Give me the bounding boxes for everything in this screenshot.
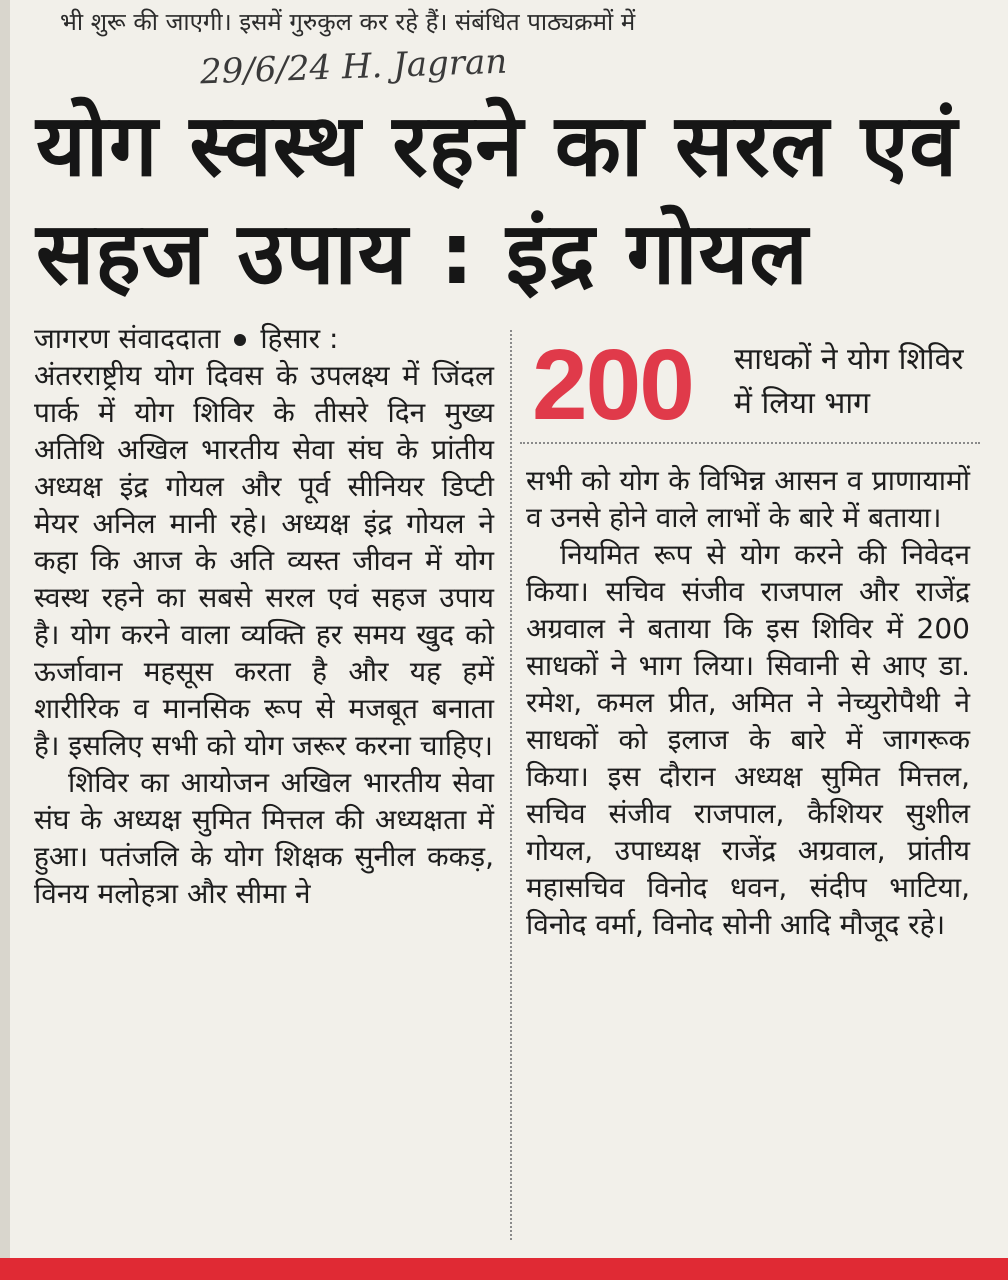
- dateline-place: हिसार :: [260, 322, 339, 355]
- left-column: [34, 320, 494, 912]
- highlight-number: 200: [532, 329, 693, 441]
- right-paragraph-1: सभी को योग के विभिन्न आसन व प्राणायामों व उनसे होने वाले लाभों के बारे में बताया।: [526, 464, 970, 534]
- byline: जागरण संवाददाता: [34, 322, 221, 355]
- bullet-icon: [234, 334, 246, 346]
- left-paragraph-2: शिविर का आयोजन अखिल भारतीय सेवा संघ के अध्यक्ष सुमित मित्तल की अध्यक्षता में हुआ। पतंजलि के योग शिक्षक सुनील ककड़, विनय मलोहत्रा और सीमा ने: [34, 766, 494, 910]
- right-paragraph-2: नियमित रूप से योग करने की निवेदन किया। सचिव संजीव राजपाल और राजेंद्र अग्रवाल ने बताया कि इस शिविर में 200 साधकों ने भाग लिया। सिवानी से आए डा. रमेश, कमल प्रीत, अमित ने नेच्युरोपैथी ने साधकों को इलाज के बारे में जागरूक किया। इस दौरान अध्यक्ष सुमित मित्तल, सचिव संजीव राजपाल, कैशियर सुशील गोयल, उपाध्यक्ष राजेंद्र अग्रवाल, प्रांतीय महासचिव विनोद धवन, संदीप भाटिया, विनोद वर्मा, विनोद सोनी आदि मौजूद रहे।: [526, 538, 970, 941]
- article-headline: योग स्वस्थ रहने का सरल एवं सहज उपाय : इंद्र गोयल: [36, 96, 959, 304]
- column-divider: [510, 330, 513, 1240]
- right-column: [526, 462, 970, 943]
- previous-article-fragment: भी शुरू की जाएगी। इसमें गुरुकुल कर रहे हैं। संबंधित पाठ्यक्रमों में: [60, 8, 636, 36]
- dateline: [34, 320, 494, 357]
- callout-divider: [520, 442, 980, 444]
- bottom-red-bar: [0, 1258, 1008, 1280]
- left-paragraph-1: अंतरराष्ट्रीय योग दिवस के उपलक्ष्य में जिंदल पार्क में योग शिविर के तीसरे दिन मुख्य अतिथि अखिल भारतीय सेवा संघ के प्रांतीय अध्यक्ष इंद्र गोयल और पूर्व सीनियर डिप्टी मेयर अनिल मानी रहे। अध्यक्ष इंद्र गोयल ने कहा कि आज के अति व्यस्त जीवन में योग स्वस्थ रहने का सबसे सरल एवं सहज उपाय है। योग करने वाला व्यक्ति हर समय खुद को ऊर्जावान महसूस करता है और यह हमें शारीरिक व मानसिक रूप से मजबूत बनाता है। इसलिए सभी को योग जरूर करना चाहिए।: [34, 359, 494, 762]
- highlight-text: साधकों ने योग शिविर में लिया भाग: [734, 342, 964, 421]
- page-edge-shadow: [0, 0, 10, 1258]
- handwritten-date-note: 29/6/24 H. Jagran: [199, 41, 508, 93]
